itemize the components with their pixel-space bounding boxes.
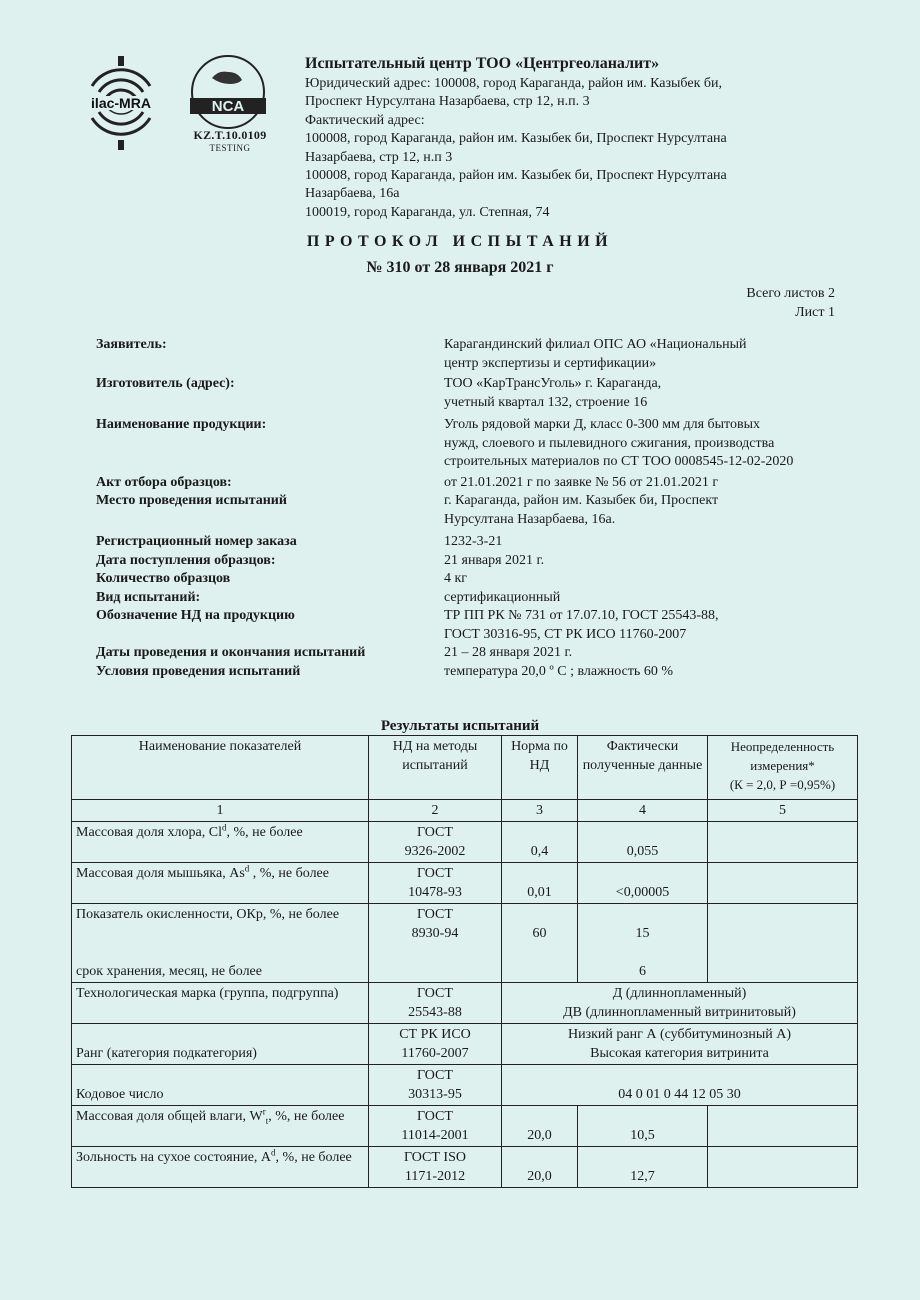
result-value-cell: Низкий ранг А (суббитуминозный А) Высокая категория витринита <box>502 1024 858 1065</box>
info-row-order-number <box>96 533 896 552</box>
indicator-name: Массовая доля мышьяка, As$^d$ , %, не более <box>72 863 369 904</box>
table-column-numbers-row <box>72 800 858 822</box>
uncertainty-cell <box>708 822 858 863</box>
info-value: ГОСТ 30316-95, СТ РК ИСО 11760-2007 <box>444 626 687 642</box>
address-line: 100019, город Караганда, ул. Степная, 74 <box>305 204 550 220</box>
info-row-test-type <box>96 589 896 608</box>
method-cell: СТ РК ИСО 11760-2007 <box>369 1024 502 1065</box>
info-row-test-dates <box>96 644 896 663</box>
table-row <box>72 1024 858 1065</box>
info-label: Условия проведения испытаний <box>96 663 301 679</box>
info-value: 1232-3-21 <box>444 534 503 549</box>
info-row-sample-count <box>96 570 896 589</box>
table-row <box>72 983 858 1024</box>
organization-block <box>305 54 865 222</box>
column-number: 2 <box>369 800 502 822</box>
code-number-cell: 04 0 01 0 44 12 05 30 <box>502 1065 858 1106</box>
info-label: Заявитель: <box>96 337 167 352</box>
table-header-row <box>72 736 858 800</box>
method-cell: ГОСТ 11014-2001 <box>369 1106 502 1147</box>
info-value: сертификационный <box>444 589 561 605</box>
info-row-manufacturer <box>96 375 896 412</box>
protocol-title: ПРОТОКОЛ ИСПЫТАНИЙ <box>306 233 614 250</box>
info-value: строительных материалов по СТ ТОО 0008545-12-02-2020 <box>444 454 794 469</box>
info-row-product-nd <box>96 607 896 644</box>
address-line: Юридический адрес: 100008, город Караганда, район им. Казыбек би, <box>305 76 723 91</box>
info-value: от 21.01.2021 г по заявке № 56 от 21.01.2021 г <box>444 474 719 490</box>
results-table <box>71 735 858 1188</box>
info-label: Место проведения испытаний <box>96 493 287 508</box>
column-number: 3 <box>502 800 578 822</box>
header-uncertainty: Неопределенность измерения* (К = 2,0, Р =0,95%) <box>708 736 858 800</box>
method-cell: ГОСТ 10478-93 <box>369 863 502 904</box>
results-title: Результаты испытаний <box>380 718 540 734</box>
table-row <box>72 822 858 863</box>
address-line: Фактический адрес: <box>305 112 425 128</box>
method-cell: ГОСТ 8930-94 <box>369 904 502 983</box>
header-indicator-name: Наименование показателей <box>72 736 369 800</box>
info-row-receipt-date <box>96 552 896 571</box>
info-label: Дата поступления образцов: <box>96 552 276 568</box>
info-value: ТОО «КарТрансУголь» г. Караганда, <box>444 376 662 391</box>
actual-cell: 15 6 <box>578 904 708 983</box>
column-number: 1 <box>72 800 369 822</box>
method-cell: ГОСТ ISO 1171-2012 <box>369 1147 502 1188</box>
info-label: Изготовитель (адрес): <box>96 376 235 391</box>
info-label: Количество образцов <box>96 571 231 586</box>
svg-text:NCA: NCA <box>211 98 245 115</box>
info-value: нужд, слоевого и пылевидного сжигания, производства <box>444 435 775 451</box>
info-label: Вид испытаний: <box>96 589 201 605</box>
method-cell: ГОСТ 9326-2002 <box>369 822 502 863</box>
nca-accreditation-code: KZ.T.10.0109 <box>193 128 267 142</box>
indicator-name: Показатель окисленности, ОКр, %, не более срок хранения, месяц, не более <box>72 904 369 983</box>
address-line: 100008, город Караганда, район им. Казыбек би, Проспект Нурсултана <box>305 131 727 147</box>
header-actual: Фактически полученные данные <box>578 736 708 800</box>
indicator-name: Кодовое число <box>72 1065 369 1106</box>
indicator-name: Технологическая марка (группа, подгруппа) <box>72 983 369 1024</box>
actual-cell: 10,5 <box>578 1106 708 1147</box>
info-row-test-conditions <box>96 663 896 682</box>
address-line: Проспект Нурсултана Назарбаева, стр 12, н.п. 3 <box>305 94 590 110</box>
info-value: ТР ПП РК № 731 от 17.07.10, ГОСТ 25543-88, <box>444 608 719 623</box>
table-row <box>72 1106 858 1147</box>
uncertainty-cell <box>708 1147 858 1188</box>
protocol-number: № 310 от 28 января 2021 г <box>366 259 554 276</box>
method-cell: ГОСТ 30313-95 <box>369 1065 502 1106</box>
header-method: НД на методы испытаний <box>369 736 502 800</box>
norm-cell: 20,0 <box>502 1106 578 1147</box>
info-row-test-location <box>96 492 896 529</box>
info-value: центр экспертизы и сертификации» <box>444 355 657 371</box>
info-value: температура 20,0 º С ; влажность 60 % <box>444 663 673 679</box>
current-sheet: Лист 1 <box>795 305 835 320</box>
info-value: учетный квартал 132, строение 16 <box>444 394 648 410</box>
uncertainty-cell <box>708 863 858 904</box>
indicator-name: Зольность на сухое состояние, $A^d$, %, не более <box>72 1147 369 1188</box>
info-value: Карагандинский филиал ОПС АО «Национальный <box>444 337 747 352</box>
info-label: Обозначение НД на продукцию <box>96 608 295 623</box>
info-block <box>96 336 896 681</box>
nca-testing-label: TESTING <box>209 143 251 153</box>
info-label: Даты проведения и окончания испытаний <box>96 645 366 660</box>
info-value: 21 января 2021 г. <box>444 552 545 568</box>
info-row-product <box>96 416 896 472</box>
info-value: Уголь рядовой марки Д, класс 0-300 мм для бытовых <box>444 417 760 432</box>
header-norm: Норма по НД <box>502 736 578 800</box>
column-number: 4 <box>578 800 708 822</box>
svg-text:ilac-MRA: ilac-MRA <box>91 95 151 111</box>
info-row-sampling-act <box>96 474 896 493</box>
norm-cell: 60 <box>502 904 578 983</box>
uncertainty-cell <box>708 904 858 983</box>
actual-cell: <0,00005 <box>578 863 708 904</box>
info-value: 4 кг <box>444 571 468 586</box>
method-cell: ГОСТ 25543-88 <box>369 983 502 1024</box>
actual-cell: 0,055 <box>578 822 708 863</box>
info-label: Акт отбора образцов: <box>96 474 232 490</box>
table-row <box>72 1065 858 1106</box>
norm-cell: 0,4 <box>502 822 578 863</box>
ilac-mra-logo <box>72 52 170 156</box>
indicator-name: Ранг (категория подкатегория) <box>72 1024 369 1065</box>
info-row-applicant <box>96 336 896 373</box>
info-value: 21 – 28 января 2021 г. <box>444 645 573 660</box>
sheet-count <box>700 284 835 322</box>
total-sheets: Всего листов 2 <box>746 286 835 301</box>
organization-name: Испытательный центр ТОО «Центргеоланалит» <box>305 55 660 72</box>
norm-cell: 0,01 <box>502 863 578 904</box>
address-line: Назарбаева, стр 12, н.п 3 <box>305 149 453 165</box>
nca-logo <box>182 52 274 132</box>
table-row <box>72 863 858 904</box>
result-value-cell: Д (длиннопламенный) ДВ (длиннопламенный витринитовый) <box>502 983 858 1024</box>
info-label: Наименование продукции: <box>96 417 267 432</box>
address-line: Назарбаева, 16а <box>305 186 400 202</box>
address-line: 100008, город Караганда, район им. Казыбек би, Проспект Нурсултана <box>305 168 727 184</box>
indicator-name: Массовая доля хлора, Cl$^d$, %, не более <box>72 822 369 863</box>
indicator-name: Массовая доля общей влаги, $W^r_t$, %, не более <box>72 1106 369 1147</box>
uncertainty-cell <box>708 1106 858 1147</box>
info-value: г. Караганда, район им. Казыбек би, Проспект <box>444 493 719 508</box>
info-value: Нурсултана Назарбаева, 16а. <box>444 511 616 527</box>
table-row <box>72 1147 858 1188</box>
column-number: 5 <box>708 800 858 822</box>
info-label: Регистрационный номер заказа <box>96 534 297 549</box>
table-row <box>72 904 858 983</box>
actual-cell: 12,7 <box>578 1147 708 1188</box>
norm-cell: 20,0 <box>502 1147 578 1188</box>
